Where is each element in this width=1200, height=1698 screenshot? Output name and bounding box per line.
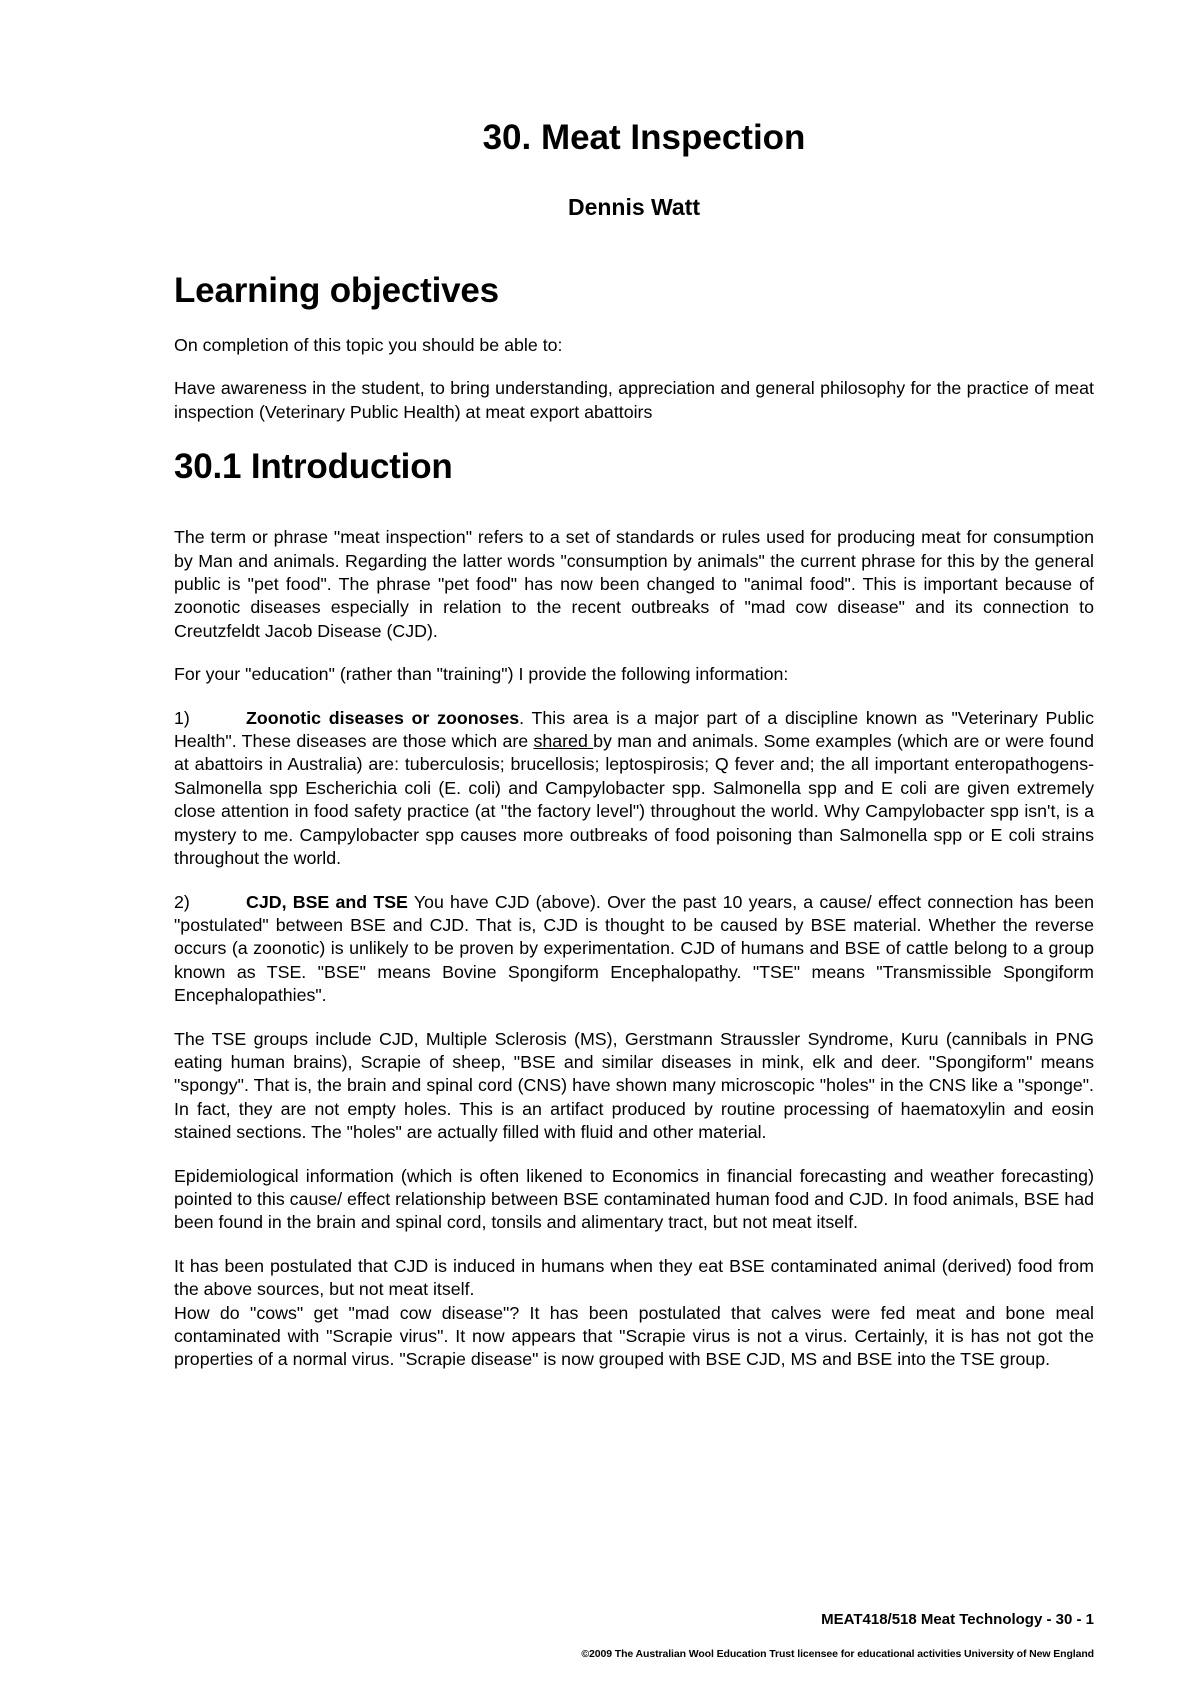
footer-course-label: MEAT418/518 Meat Technology - 30 - 1: [821, 1611, 1094, 1628]
list-term: CJD, BSE and TSE: [246, 891, 408, 912]
introduction-paragraph-3: The TSE groups include CJD, Multiple Sclerosis (MS), Gerstmann Straussler Syndrome, Kuru (cannibals in PNG eating human brains), Scrapie of sheep, "BSE and similar diseases in mink, elk and deer. "Spongiform" means "spongy". That is, the brain and spinal cord (CNS) have shown many microscopic "holes" in the CNS like a "sponge". In fact, they are not empty holes. This is an artifact produced by routine processing of haematoxylin and eosin stained sections. The "holes" are actually filled with fluid and other material.: [174, 1028, 1094, 1143]
list-number: 2): [174, 891, 190, 912]
document-page: [174, 108, 1094, 1372]
list-item-zoonotic: [174, 707, 1094, 871]
introduction-paragraph-2: For your "education" (rather than "training") I provide the following information:: [174, 664, 789, 685]
list-text: . This area is a major part of a discipline known as "Veterinary Public Health". These diseases are those which are: [174, 707, 1094, 752]
introduction-paragraph-4: Epidemiological information (which is often likened to Economics in financial forecasting and weather forecasting) pointed to this cause/ effect relationship between BSE contaminated human food and CJD. In food animals, BSE had been found in the brain and spinal cord, tonsils and alimentary tract, but not meat itself.: [174, 1165, 1094, 1233]
introduction-paragraph-6: How do "cows" get "mad cow disease"? It has been postulated that calves were fed meat and bone meal contaminated with "Scrapie virus". It now appears that "Scrapie virus is not a virus. Certainly, it is has not got the properties of a normal virus. "Scrapie disease" is now grouped with BSE CJD, MS and BSE into the TSE group.: [174, 1302, 1094, 1370]
list-text: You have CJD (above). Over the past 10 years, a cause/ effect connection has been "postulated" between BSE and CJD. That is, CJD is thought to be caused by BSE material. Whether the reverse occurs (a zoonotic) is unlikely to be proven by experimentation. CJD of humans and BSE of cattle belong to a group known as TSE. "BSE" means Bovine Spongiform Encephalopathy. "TSE" means "Transmissible Spongiform Encephalopathies".: [174, 891, 1094, 1006]
footer-copyright: ©2009 The Australian Wool Education Trust licensee for educational activities University of New England: [581, 1648, 1094, 1660]
list-item-cjd-bse-tse: [174, 891, 1094, 1008]
author-name: Dennis Watt: [567, 194, 701, 220]
list-term: Zoonotic diseases or zoonoses: [246, 707, 520, 728]
list-text: by man and animals. Some examples (which are or were found at abattoirs in Australia) are: tuberculosis; brucellosis; leptospirosis; Q fever and; the all important enteropathogens- Salmonella spp Escherichia coli (E. coli) and Campylobacter spp. Salmonella spp and E coli are given extremely close attention in food safety practice (at "the factory level") throughout the world. Why Campylobacter spp isn't, is a mystery to me. Campylobacter spp causes more outbreaks of food poisoning than Salmonella spp or E coli strains throughout the world.: [174, 731, 1094, 869]
chapter-title: 30. Meat Inspection: [482, 118, 806, 157]
learning-objectives-intro: On completion of this topic you should be able to:: [174, 335, 563, 355]
underlined-text: shared: [533, 731, 594, 752]
introduction-heading: 30.1 Introduction: [174, 447, 453, 487]
learning-objectives-body: Have awareness in the student, to bring understanding, appreciation and general philosophy for the practice of meat inspection (Veterinary Public Health) at meat export abattoirs: [174, 378, 1094, 422]
introduction-paragraph-5: It has been postulated that CJD is induced in humans when they eat BSE contaminated animal (derived) food from the above sources, but not meat itself.: [174, 1255, 1094, 1300]
list-number: 1): [174, 707, 190, 728]
introduction-paragraph-1: The term or phrase "meat inspection" refers to a set of standards or rules used for producing meat for consumption by Man and animals. Regarding the latter words "consumption by animals" the current phrase for this by the general public is "pet food". The phrase "pet food" has now been changed to "animal food". This is important because of zoonotic diseases especially in relation to the recent outbreaks of "mad cow disease" and its connection to Creutzfeldt Jacob Disease (CJD).: [174, 527, 1094, 641]
learning-objectives-heading: Learning objectives: [174, 271, 499, 310]
